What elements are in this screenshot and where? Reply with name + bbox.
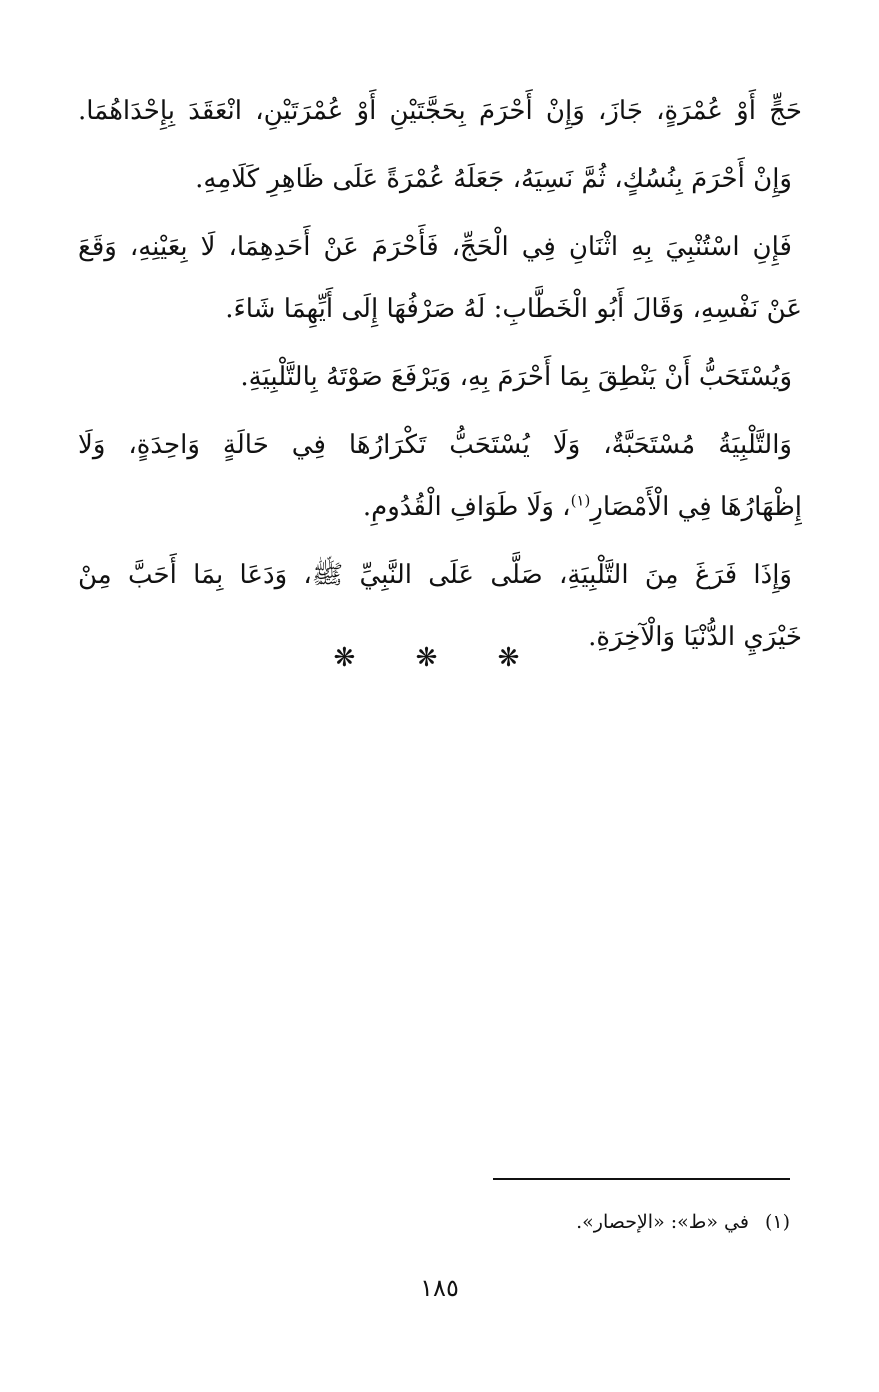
footnote-reference: (١) [570,491,591,510]
text-line: حَجٍّ أَوْ عُمْرَةٍ، جَازَ، وَإِنْ أَحْرَمَ بِحَجَّتَيْنِ أَوْ عُمْرَتَيْنِ، انْعَقَدَ بِإِحْدَاهُمَا. [78,96,802,126]
text-line: وَإِذَا فَرَغَ مِنَ التَّلْبِيَةِ، صَلَّى عَلَى النَّبِيِّ ﷺ، وَدَعَا بِمَا أَحَبَّ مِنْ [78,560,792,590]
text-line: خَيْرَيِ الدُّنْيَا وَالْآخِرَةِ. [588,622,802,652]
footnote [78,1204,790,1240]
footnote-text: في «ط»: «الإحصار». [576,1211,749,1233]
text-line: وَالتَّلْبِيَةُ مُسْتَحَبَّةٌ، وَلَا يُسْتَحَبُّ تَكْرَارُهَا فِي حَالَةٍ وَاحِدَةٍ، وَلَا [78,430,792,460]
text-line: وَإِنْ أَحْرَمَ بِنُسُكٍ، ثُمَّ نَسِيَهُ، جَعَلَهُ عُمْرَةً عَلَى ظَاهِرِ كَلَامِهِ. [195,164,792,194]
footnote-number: (١) [764,1211,790,1233]
page-number: ١٨٥ [420,1274,459,1302]
text-segment: إِظْهَارُهَا فِي الْأَمْصَارِ [590,492,802,522]
section-separator: ❋ ❋ ❋ [333,643,546,673]
text-line: فَإِنِ اسْتُنْبِيَ بِهِ اثْنَانِ فِي الْحَجِّ، فَأَحْرَمَ عَنْ أَحَدِهِمَا، لَا بِعَيْنِهِ، وَقَعَ [78,232,792,262]
text-line: وَيُسْتَحَبُّ أَنْ يَنْطِقَ بِمَا أَحْرَمَ بِهِ، وَيَرْفَعَ صَوْتَهُ بِالتَّلْبِيَةِ. [240,362,792,392]
text-line: عَنْ نَفْسِهِ، وَقَالَ أَبُو الْخَطَّابِ: لَهُ صَرْفُهَا إِلَى أَيِّهِمَا شَاءَ. [225,294,802,324]
text-line [78,476,802,538]
main-text [78,80,802,668]
text-segment: ، وَلَا طَوَافِ الْقُدُومِ. [362,492,571,522]
footnote-divider [493,1178,790,1180]
